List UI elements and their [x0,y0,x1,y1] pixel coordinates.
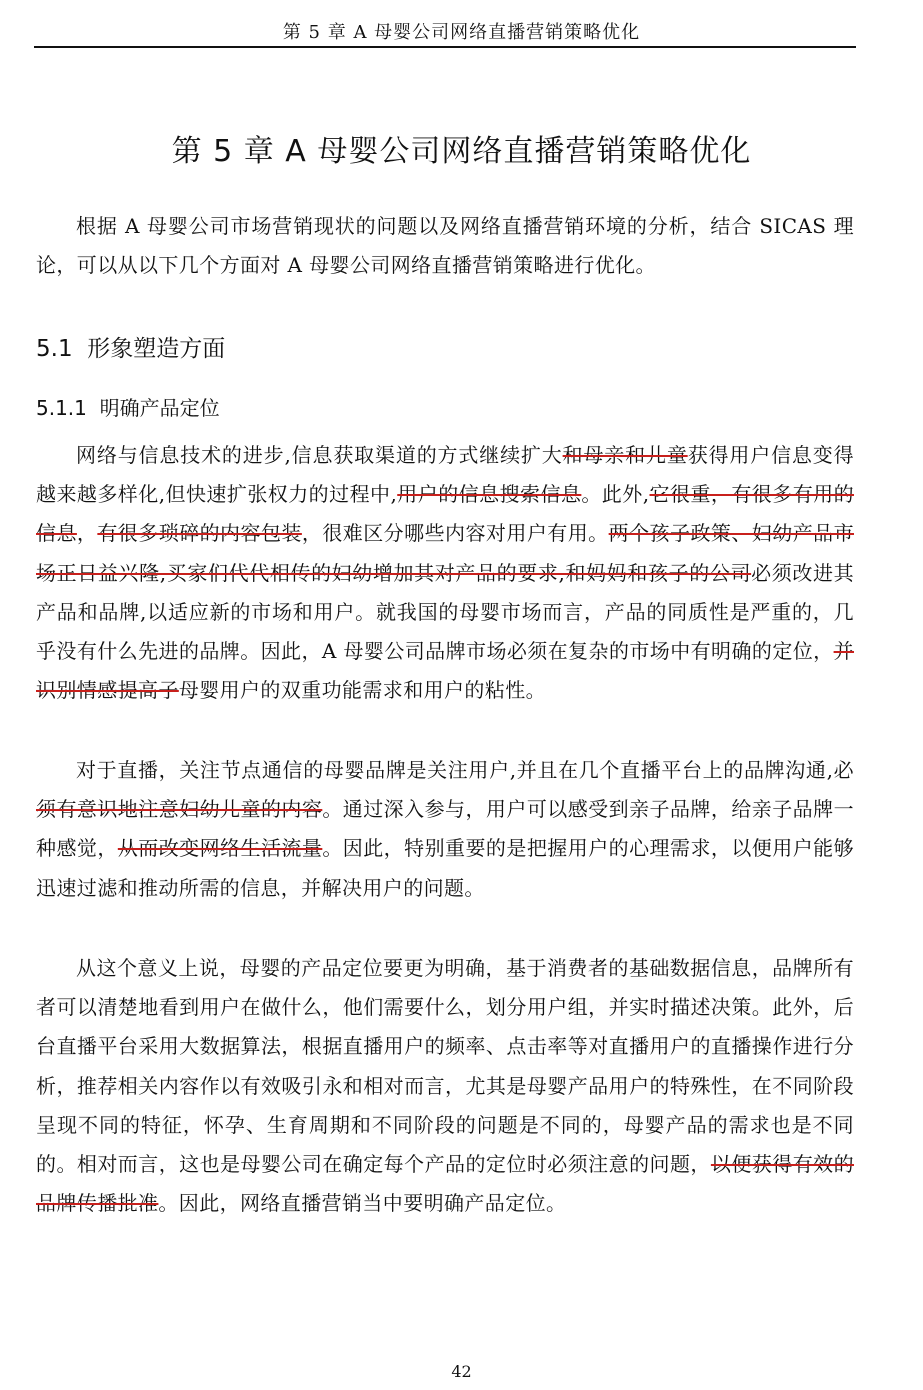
header-rule [34,46,856,48]
page-number: 42 [451,1362,472,1381]
text-run: ， [76,521,98,546]
text-run: 。此外, [581,482,650,507]
deleted-text: 用户的信息搜索信息 [397,482,582,507]
deleted-text: 并识别情感提高子 [36,639,854,703]
text-run: 从这个意义上说，母婴的产品定位要更为明确，基于消费者的基础数据信息，品牌所有者可以清楚地看到用户在做什么，他们需要什么，划分用户组，并实时描述决策。此外，后台直播平台采用大数据算法，根据直播用户的频率、点击率等对直播用户的直播操作进行分析，推荐相关内容作以有效吸引永和相对而言，尤其是母婴产品用户的特殊性，在不同阶段呈现不同的特征，怀孕、生育周期和不同阶段的问题是不同的，母婴产品的需求也是不同的。相对而言，这也是母婴公司在确定每个产品的定位时必须注意的问题， [36,956,854,1177]
text-run: ，很难区分哪些内容对用户有用。 [301,521,609,546]
text-run: 母婴用户的双重功能需求和用户的粘性。 [178,678,547,703]
body-paragraph-3 [36,949,854,1223]
deleted-text: 它很重，有很多有用的信息 [36,482,854,546]
text-run: 。因此，网络直播营销当中要明确产品定位。 [158,1191,567,1216]
subsection-heading [36,392,220,421]
deleted-text: 从而改变网络生活流量 [117,836,323,861]
text-run: 。因此，特别重要的是把握用户的心理需求，以便用户能够迅速过滤和推动所需的信息，并解决用户的问题。 [36,836,854,900]
body-paragraph-1 [36,436,854,710]
deleted-text: 须有意识地注意妇幼儿童的内容 [36,797,323,822]
deleted-text: 有很多琐碎的内容包装 [97,521,302,546]
deleted-text: 两个孩子政策、妇幼产品市场正日益兴隆,买家们代代相传的妇幼增加其对产品的要求,和妈妈和孩子的公司 [36,521,854,585]
running-header: 第 5 章 A 母婴公司网络直播营销策略优化 [282,22,641,43]
text-run: 。通过深入参与，用户可以感受到亲子品牌，给亲子品牌一种感觉， [36,797,854,861]
text-run: 对于直播，关注节点通信的母婴品牌是关注用户,并且在几个直播平台上的品牌沟通,必 [76,758,854,782]
body-paragraph-2 [36,751,854,908]
section-heading [36,330,225,363]
text-run: 获得用户信息变得越来越多样化,但快速扩张权力的过程中, [36,443,854,507]
deleted-text: 和母亲和儿童 [562,443,688,467]
subsection-number: 5.1.1 [36,396,87,420]
text-run: 网络与信息技术的进步,信息获取渠道的方式继续扩大 [76,443,563,467]
section-number: 5.1 [36,336,73,362]
section-title: 形象塑造方面 [87,336,226,362]
chapter-title: 第 5 章 A 母婴公司网络直播营销策略优化 [171,134,752,169]
subsection-title: 明确产品定位 [99,396,220,420]
text-run: 必须改进其产品和品牌,以适应新的市场和用户。就我国的母婴市场而言，产品的同质性是严重的，几乎没有什么先进的品牌。因此，A 母婴公司品牌市场必须在复杂的市场中有明确的定位， [36,560,854,664]
deleted-text: 以便获得有效的品牌传播批准 [36,1152,854,1216]
intro-paragraph: 根据 A 母婴公司市场营销现状的问题以及网络直播营销环境的分析，结合 SICAS 理论，可以从以下几个方面对 A 母婴公司网络直播营销策略进行优化。 [36,214,854,278]
